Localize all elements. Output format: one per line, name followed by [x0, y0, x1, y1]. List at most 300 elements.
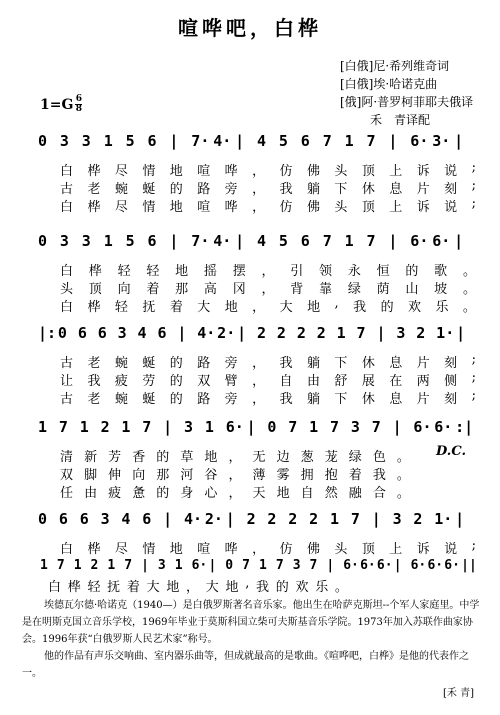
lyric-char: 地 — [169, 164, 183, 179]
lyric-char: 的 — [156, 486, 170, 501]
lyric-char: 尽 — [114, 200, 128, 215]
lyric-char: 心 — [204, 486, 218, 501]
lyric-char: 下 — [334, 356, 348, 371]
lyric-char: ; — [471, 370, 476, 385]
credit-lyricist: [白俄]尼·希列维奇词 — [340, 59, 450, 73]
barline: | — [235, 132, 245, 150]
note: 6· — [444, 558, 460, 573]
lyric-char: 说 — [444, 200, 458, 215]
note: 3 — [81, 132, 91, 150]
barline: | — [163, 418, 173, 436]
lyric-char: , — [245, 576, 250, 591]
lyric-char: ; — [471, 196, 476, 211]
note: 7 — [356, 324, 366, 342]
lyric-char: 佛 — [306, 164, 320, 179]
lyric-char: 头 — [334, 200, 348, 215]
lyric-char: 冈 — [232, 282, 246, 297]
lyric-line-2 — [60, 178, 476, 197]
composer-bio — [22, 597, 482, 682]
note: 1 — [174, 558, 183, 573]
lyric-char: 佛 — [306, 200, 320, 215]
note: 6· — [360, 558, 376, 573]
lyric-char: 古 — [60, 356, 74, 371]
lyric-char: 领 — [319, 264, 333, 279]
note: 2 — [246, 510, 256, 528]
note: 4· — [213, 232, 232, 250]
lyric-char: 背 — [290, 282, 304, 297]
note: 7 — [309, 558, 318, 573]
lyric-char: 脚 — [84, 468, 98, 483]
barline: | — [225, 510, 235, 528]
note: 3 — [59, 232, 69, 250]
barline: | — [454, 232, 464, 250]
lyric-char: 息 — [389, 392, 403, 407]
note: 4 — [257, 232, 267, 250]
lyric-char: 蜿 — [114, 392, 128, 407]
lyric-char: 在 — [389, 374, 403, 389]
bio-paragraph-1: 埃德瓦尔德·哈诺克（1940—）是白俄罗斯著名音乐家。他出生在哈萨克斯坦--个军人家庭里。中学是在明斯克国立音乐学校，1969年毕业于莫斯科国立柴可夫斯基音乐学院。1973年加入苏联作曲家协会。1996年获“白俄罗斯人民艺术家”称号。 — [22, 600, 480, 645]
key-signature — [40, 95, 82, 114]
lyric-char: 躺 — [306, 182, 320, 197]
lyric-char: ， — [252, 300, 266, 315]
lyric-char: 下 — [334, 182, 348, 197]
note: 3 — [184, 418, 194, 436]
lyric-line-2 — [60, 278, 476, 297]
lyric-char: 着 — [146, 282, 160, 297]
note: 2 — [276, 324, 286, 342]
lyric-char: 地 — [307, 300, 321, 315]
note: 1 — [344, 132, 354, 150]
note: 1 — [344, 232, 354, 250]
lyric-char: 佛 — [306, 542, 320, 557]
lyric-char: 喧 — [197, 164, 211, 179]
note: 2· — [204, 510, 223, 528]
lyric-char: 轻 — [114, 300, 128, 315]
note: 1 — [103, 132, 113, 150]
lyric-char: 草 — [180, 450, 194, 465]
lyric-char: 向 — [117, 282, 131, 297]
lyric-char: 。 — [334, 580, 348, 595]
lyric-char: 两 — [416, 374, 430, 389]
note: 6· — [343, 558, 359, 573]
note: 3 — [157, 558, 166, 573]
song-title: 喧哗吧，白桦 — [178, 16, 322, 40]
lyric-char: ; — [471, 538, 476, 553]
barline: | — [326, 558, 335, 573]
note: 6 — [77, 324, 87, 342]
lyric-char: 躺 — [306, 392, 320, 407]
notation-line — [38, 324, 476, 346]
da-capo-mark: D.C. — [436, 444, 466, 459]
note: 3 — [350, 418, 360, 436]
lyric-char: 的 — [275, 580, 289, 595]
note: 0 — [38, 232, 48, 250]
note: 2 — [288, 510, 298, 528]
lyric-char: 说 — [444, 542, 458, 557]
note: 0 — [267, 418, 277, 436]
barline: | — [371, 510, 381, 528]
lyric-char: 的 — [169, 374, 183, 389]
note: 7· — [191, 132, 210, 150]
lyric-char: ; — [471, 388, 476, 403]
lyric-char: 尽 — [114, 164, 128, 179]
lyric-char: 轻 — [87, 580, 101, 595]
lyric-char: 展 — [361, 374, 375, 389]
note: 6· — [432, 232, 451, 250]
key-prefix: 1=G — [40, 96, 74, 113]
lyric-char: 旁 — [224, 182, 238, 197]
lyric-char: 我 — [372, 468, 386, 483]
lyric-char: 片 — [416, 182, 430, 197]
lyric-char: 绿 — [347, 282, 361, 297]
lyric-char: 刻 — [444, 182, 458, 197]
note: 7 — [56, 558, 65, 573]
lyric-char: 仿 — [279, 542, 293, 557]
lyric-char: 大 — [146, 580, 160, 595]
lyric-char: 老 — [87, 392, 101, 407]
note: 6 — [147, 232, 157, 250]
lyric-char: 大 — [279, 300, 293, 315]
lyric-char: 蜒 — [142, 356, 156, 371]
lyric-char: 芳 — [108, 450, 122, 465]
lyric-char: 顶 — [88, 282, 102, 297]
lyric-char: ; — [471, 352, 476, 367]
lyric-char: 由 — [306, 374, 320, 389]
barline: | — [376, 324, 386, 342]
lyric-char: 诉 — [416, 164, 430, 179]
lyric-char: 桦 — [88, 264, 102, 279]
lyric-char: 双 — [197, 374, 211, 389]
lyric-line-1 — [48, 576, 348, 595]
lyric-char: 绿 — [348, 450, 362, 465]
lyric-char: 蜿 — [114, 182, 128, 197]
lyric-char: 旁 — [224, 356, 238, 371]
note: 7 — [330, 418, 340, 436]
lyric-char: 古 — [60, 392, 74, 407]
lyric-char: 地 — [169, 200, 183, 215]
barline: | — [388, 132, 398, 150]
barline: | — [208, 558, 217, 573]
note: 6 — [97, 324, 107, 342]
lyric-char: 轻 — [117, 264, 131, 279]
lyric-char: 的 — [405, 264, 419, 279]
lyric-char: 地 — [204, 450, 218, 465]
barline: | — [237, 324, 247, 342]
lyric-char: 拥 — [300, 468, 314, 483]
lyric-char: 坡 — [434, 282, 448, 297]
barline: || — [461, 558, 477, 573]
lyric-char: 头 — [334, 164, 348, 179]
lyric-char: 乐 — [315, 580, 329, 595]
lyric-char: 蜒 — [142, 392, 156, 407]
lyric-char: 的 — [169, 182, 183, 197]
note: 0 — [225, 558, 234, 573]
lyric-char: 我 — [256, 580, 270, 595]
lyric-char: 哗 — [224, 542, 238, 557]
lyric-char: 自 — [279, 374, 293, 389]
lyric-char: 头 — [334, 542, 348, 557]
note: 4· — [184, 510, 203, 528]
time-numerator: 6 — [75, 94, 83, 104]
lyric-char: 舒 — [334, 374, 348, 389]
notation-line — [38, 232, 476, 254]
lyric-char: , — [334, 296, 339, 311]
lyric-char: ， — [252, 374, 266, 389]
note: 7 — [366, 232, 376, 250]
barline: | — [456, 324, 466, 342]
note: 6 — [300, 232, 310, 250]
lyric-char: 息 — [389, 182, 403, 197]
lyric-char: 疲 — [114, 374, 128, 389]
lyric-char: 雾 — [276, 468, 290, 483]
lyric-char: 古 — [60, 182, 74, 197]
note: 0 — [38, 510, 48, 528]
lyric-char: 躺 — [306, 356, 320, 371]
note: 6 — [79, 510, 89, 528]
lyric-char: 桦 — [87, 300, 101, 315]
editor-signature: [禾 青] — [443, 688, 474, 699]
lyric-char: 新 — [84, 450, 98, 465]
music-system-2 — [38, 232, 476, 315]
lyric-char: 白 — [60, 200, 74, 215]
lyric-char: 桦 — [87, 542, 101, 557]
lyric-char: ; — [471, 160, 476, 175]
lyric-char: 无 — [252, 450, 266, 465]
time-signature — [75, 95, 82, 114]
note: 2 — [413, 510, 423, 528]
lyric-char: ， — [228, 468, 242, 483]
lyric-line-1 — [60, 352, 476, 371]
lyric-char: 喧 — [197, 200, 211, 215]
note: 7 — [288, 418, 298, 436]
lyric-char: 河 — [180, 468, 194, 483]
lyric-char: 劳 — [142, 374, 156, 389]
lyric-char: 融 — [348, 486, 362, 501]
lyric-char: 桦 — [87, 164, 101, 179]
lyric-char: 引 — [290, 264, 304, 279]
note: 1 — [38, 418, 48, 436]
note: 4· — [197, 324, 216, 342]
lyric-char: 的 — [156, 450, 170, 465]
lyric-char: 双 — [60, 468, 74, 483]
note: 2 — [90, 558, 99, 573]
lyric-char: 着 — [169, 300, 183, 315]
lyric-char: 情 — [142, 200, 156, 215]
lyric-char: 顶 — [361, 200, 375, 215]
note: 5 — [278, 132, 288, 150]
lyric-char: 片 — [416, 392, 430, 407]
lyric-char: 欢 — [295, 580, 309, 595]
note: 2 — [316, 324, 326, 342]
barline: | — [392, 418, 402, 436]
lyric-char: 着 — [126, 580, 140, 595]
note: 4· — [213, 132, 232, 150]
note: 6· — [376, 558, 393, 573]
lyric-char: ， — [252, 200, 266, 215]
note: 6· — [427, 558, 444, 573]
barline: | — [235, 232, 245, 250]
note: 3 — [100, 510, 110, 528]
note: 3 — [392, 510, 402, 528]
notation-line — [38, 132, 476, 154]
lyric-char: 然 — [324, 486, 338, 501]
note: 7 — [58, 418, 68, 436]
lyric-char: ， — [261, 264, 275, 279]
lyric-char: 任 — [60, 486, 74, 501]
note: 6 — [147, 132, 157, 150]
lyric-char: 恒 — [376, 264, 390, 279]
barline: | — [169, 132, 179, 150]
lyric-char: 合 — [372, 486, 386, 501]
lyric-char: 摆 — [232, 264, 246, 279]
note: 1 — [79, 418, 89, 436]
note: 7 — [350, 510, 360, 528]
lyric-char: 伸 — [108, 468, 122, 483]
lyric-char: 抚 — [107, 580, 121, 595]
note: 7 — [322, 232, 332, 250]
lyric-line-2 — [60, 464, 410, 483]
lyric-char: 着 — [348, 468, 362, 483]
barline: | — [177, 324, 187, 342]
note: 1 — [309, 418, 319, 436]
lyric-char: 。 — [462, 264, 476, 279]
lyric-char: 我 — [87, 374, 101, 389]
lyric-char: ， — [252, 164, 266, 179]
lyric-char: 色 — [372, 450, 386, 465]
lyric-char: 。 — [462, 282, 476, 297]
note: 1 — [336, 324, 346, 342]
lyric-char: 大 — [197, 300, 211, 315]
bio-paragraph-2: 他的作品有声乐交响曲、室内器乐曲等，但成就最高的是歌曲。《喧哗吧，白桦》是他的代表作之一。 — [22, 651, 469, 679]
lyric-char: 休 — [361, 182, 375, 197]
note: 1· — [436, 324, 455, 342]
lyric-char: ， — [252, 182, 266, 197]
lyric-char: 息 — [389, 356, 403, 371]
lyric-char: 刻 — [444, 392, 458, 407]
lyric-char: 的 — [169, 356, 183, 371]
note: 1 — [107, 558, 116, 573]
lyric-char: 情 — [142, 164, 156, 179]
lyric-char: ， — [228, 486, 242, 501]
credit-arranger: 禾 青译配 — [370, 113, 431, 127]
lyric-char: 侧 — [444, 374, 458, 389]
lyric-char: 欢 — [408, 300, 422, 315]
note: 7 — [142, 418, 152, 436]
lyric-char: 蜒 — [142, 182, 156, 197]
lyric-line-1 — [60, 538, 476, 557]
lyric-char: 头 — [60, 282, 74, 297]
note: 6· — [410, 558, 427, 573]
lyric-char: 让 — [60, 374, 74, 389]
lyric-char: ， — [228, 450, 242, 465]
lyric-char: 抱 — [324, 468, 338, 483]
lyric-char: ; — [471, 178, 476, 193]
note: 6· — [410, 132, 429, 150]
lyric-line-1 — [60, 446, 410, 465]
barline: :| — [455, 418, 474, 436]
music-system-4 — [38, 418, 476, 501]
note: 3 — [117, 324, 127, 342]
lyric-char: 地 — [224, 300, 238, 315]
lyric-char: 白 — [60, 164, 74, 179]
lyric-char: 薄 — [252, 468, 266, 483]
note: 3· — [432, 132, 451, 150]
lyric-char: 顶 — [361, 164, 375, 179]
lyric-char: ， — [252, 542, 266, 557]
lyric-char: 上 — [389, 200, 403, 215]
lyric-char: 。 — [396, 450, 410, 465]
note: 6· — [191, 558, 208, 573]
lyric-line-1 — [60, 160, 476, 179]
music-system-1 — [38, 132, 476, 215]
lyric-char: 路 — [197, 182, 211, 197]
lyric-char: 向 — [132, 468, 146, 483]
note: 2 — [100, 418, 110, 436]
lyric-char: 乐 — [435, 300, 449, 315]
lyric-line-3 — [60, 196, 476, 215]
note: 6· — [410, 232, 429, 250]
note: 5 — [278, 232, 288, 250]
lyric-char: 身 — [180, 486, 194, 501]
note: 0 — [38, 132, 48, 150]
lyric-char: 葱 — [300, 450, 314, 465]
lyric-char: 喧 — [197, 542, 211, 557]
lyric-char: 哗 — [224, 200, 238, 215]
lyric-char: 上 — [389, 164, 403, 179]
note: 5 — [125, 232, 135, 250]
note: 0 — [57, 324, 67, 342]
lyric-char: 哗 — [224, 164, 238, 179]
barline: | — [455, 510, 465, 528]
lyric-char: 顶 — [361, 542, 375, 557]
lyric-char: 地 — [169, 542, 183, 557]
note: 2 — [416, 324, 426, 342]
lyric-char: 说 — [444, 164, 458, 179]
lyric-char: 永 — [347, 264, 361, 279]
lyric-char: 臂 — [224, 374, 238, 389]
barline: | — [388, 232, 398, 250]
lyric-char: 的 — [380, 300, 394, 315]
lyric-char: 路 — [197, 356, 211, 371]
note: 2 — [257, 324, 267, 342]
note: 3 — [59, 132, 69, 150]
lyric-char: 摇 — [203, 264, 217, 279]
barline: | — [169, 232, 179, 250]
lyric-char: 诉 — [416, 200, 430, 215]
lyric-char: 高 — [203, 282, 217, 297]
barline: | — [163, 510, 173, 528]
note: 6 — [300, 132, 310, 150]
lyric-char: 休 — [361, 392, 375, 407]
lyric-char: ， — [252, 356, 266, 371]
note: 6· — [434, 418, 453, 436]
music-system-3 — [38, 324, 476, 407]
lyric-char: 谷 — [204, 468, 218, 483]
note: 6 — [142, 510, 152, 528]
note: 5 — [125, 132, 135, 150]
lyric-char: 下 — [334, 392, 348, 407]
note: 2 — [309, 510, 319, 528]
note: 1· — [434, 510, 453, 528]
note: 3 — [292, 558, 301, 573]
lyric-char: 仿 — [279, 164, 293, 179]
lyric-char: 休 — [361, 356, 375, 371]
lyric-char: 地 — [166, 580, 180, 595]
barline: | — [393, 558, 402, 573]
lyric-char: 白 — [60, 542, 74, 557]
music-system-5 — [38, 510, 476, 557]
lyric-char: ， — [252, 392, 266, 407]
